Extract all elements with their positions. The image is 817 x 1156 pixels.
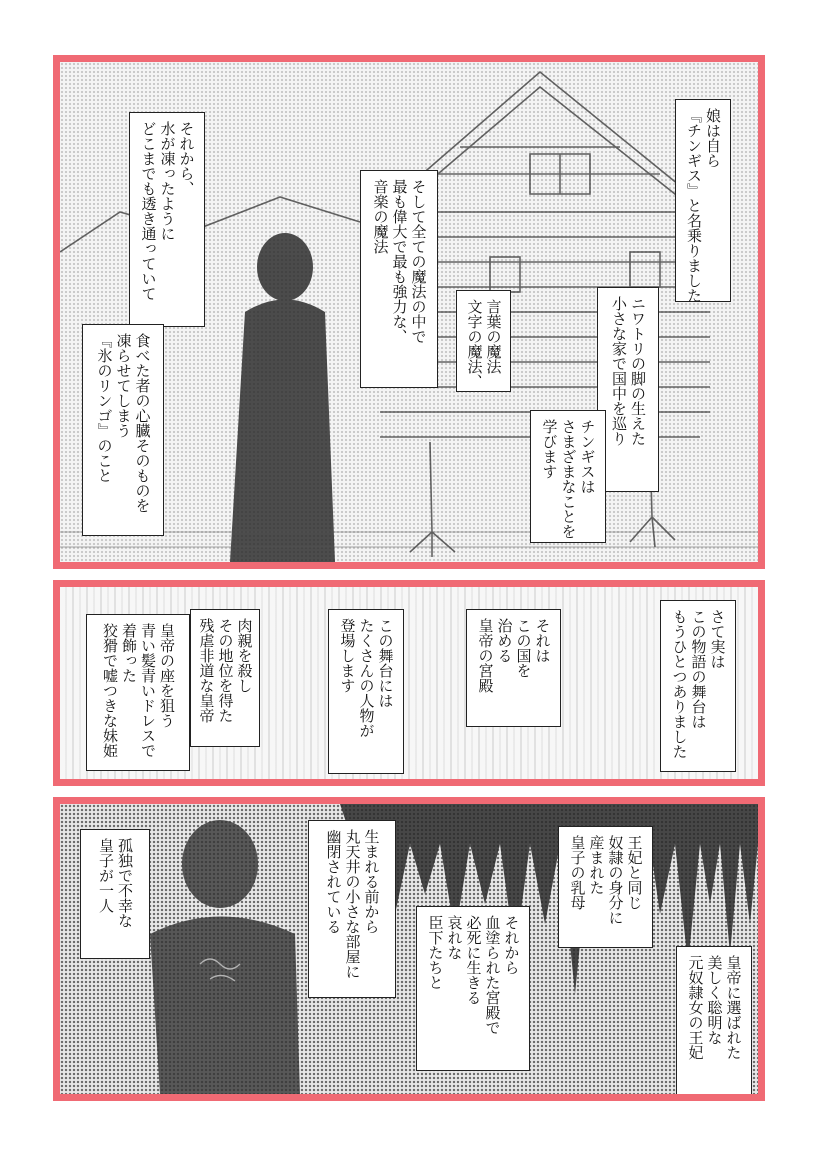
caption-line: 元奴隷女の王妃	[686, 955, 705, 1060]
caption-line: それから	[502, 915, 521, 975]
caption-line: 生まれる前から	[362, 829, 381, 934]
caption-line: 食べた者の心臓そのものを	[133, 333, 152, 513]
caption-line: もうひとつありました	[670, 609, 689, 759]
caption-line: それから、	[177, 121, 196, 196]
caption-line: チンギスは	[578, 419, 597, 494]
caption-line: 水が凍ったように	[158, 121, 177, 241]
caption-line: 『チンギス』と名乗りました	[685, 108, 703, 303]
caption-line: 血塗られた宮殿で	[483, 915, 502, 1035]
caption-line: 臣下たちと	[426, 915, 445, 990]
caption-imperial-palace	[466, 609, 561, 727]
caption-line: 産まれた	[587, 835, 606, 895]
caption-line: 登場します	[338, 618, 357, 693]
caption-line: 娘は自ら	[704, 108, 722, 168]
caption-line: 幽閉されている	[324, 829, 343, 934]
caption-line: 『氷のリンゴ』のこと	[95, 333, 114, 483]
caption-lonely-prince	[80, 829, 150, 959]
caption-another-stage	[660, 600, 736, 772]
panel-1	[53, 55, 765, 569]
caption-former-slave-queen	[676, 946, 752, 1096]
caption-tyrant-emperor	[190, 609, 260, 747]
caption-line: 皇帝の座を狙う	[158, 623, 176, 728]
caption-line: たくさんの人物が	[357, 618, 376, 738]
caption-line: さまざまなことを	[559, 419, 578, 539]
caption-line: 肉親を殺し	[235, 618, 254, 693]
caption-line: 皇子が一人	[97, 838, 115, 913]
caption-line: 文字の魔法、	[465, 299, 484, 389]
caption-line: 小さな家で国中を巡り	[610, 296, 628, 446]
caption-line: 言葉の魔法	[484, 299, 503, 374]
caption-daughter-name	[675, 99, 731, 302]
caption-line: 王妃と同じ	[625, 835, 644, 910]
caption-chicken-house	[597, 287, 659, 492]
caption-line: 狡猾で嘘つきな妹姫	[101, 623, 119, 758]
caption-line: 丸天井の小さな部屋に	[343, 829, 362, 979]
panel-3	[53, 797, 765, 1101]
caption-music-magic	[360, 170, 438, 388]
caption-line: それは	[533, 618, 552, 663]
caption-line: 学びます	[540, 419, 559, 479]
caption-ice-apple	[82, 324, 164, 536]
caption-line: 音楽の魔法	[371, 179, 390, 254]
caption-line: 奴隷の身分に	[606, 835, 625, 925]
caption-line: この舞台には	[376, 618, 395, 708]
panel-2	[53, 580, 765, 786]
caption-line: 最も偉大で最も強力な、	[390, 179, 409, 344]
caption-line: 必死に生きる	[464, 915, 483, 1005]
caption-sly-princess	[86, 614, 190, 771]
caption-nursemaid	[558, 826, 653, 948]
caption-line: そして全ての魔法の中で	[409, 179, 428, 344]
caption-line: その地位を得た	[216, 618, 235, 723]
caption-line: 孤独で不幸な	[116, 838, 134, 928]
caption-water-frozen	[129, 112, 205, 327]
caption-line: 着飾った	[120, 623, 138, 683]
caption-line: 青い髪青いドレスで	[139, 623, 157, 758]
caption-line: 皇子の乳母	[568, 835, 587, 910]
caption-line: さて実は	[708, 609, 727, 669]
caption-word-magic	[456, 290, 511, 392]
caption-line: この国を	[514, 618, 533, 678]
caption-line: どこまでも透き通っていて	[139, 121, 158, 301]
caption-line: 皇帝に選ばれた	[724, 955, 743, 1060]
caption-line: この物語の舞台は	[689, 609, 708, 729]
caption-line: 凍らせてしまう	[114, 333, 133, 438]
caption-retainers	[416, 906, 530, 1071]
caption-line: ニワトリの脚の生えた	[629, 296, 647, 446]
dark-palace-illustration	[60, 804, 758, 1094]
caption-line: 残虐非道な皇帝	[197, 618, 216, 723]
caption-confined	[308, 820, 396, 998]
caption-line: 美しく聡明な	[705, 955, 724, 1045]
caption-many-characters	[328, 609, 404, 774]
caption-line: 皇帝の宮殿	[476, 618, 495, 693]
caption-line: 哀れな	[445, 915, 464, 960]
caption-line: 治める	[495, 618, 514, 663]
caption-chingis-learns	[530, 410, 606, 543]
